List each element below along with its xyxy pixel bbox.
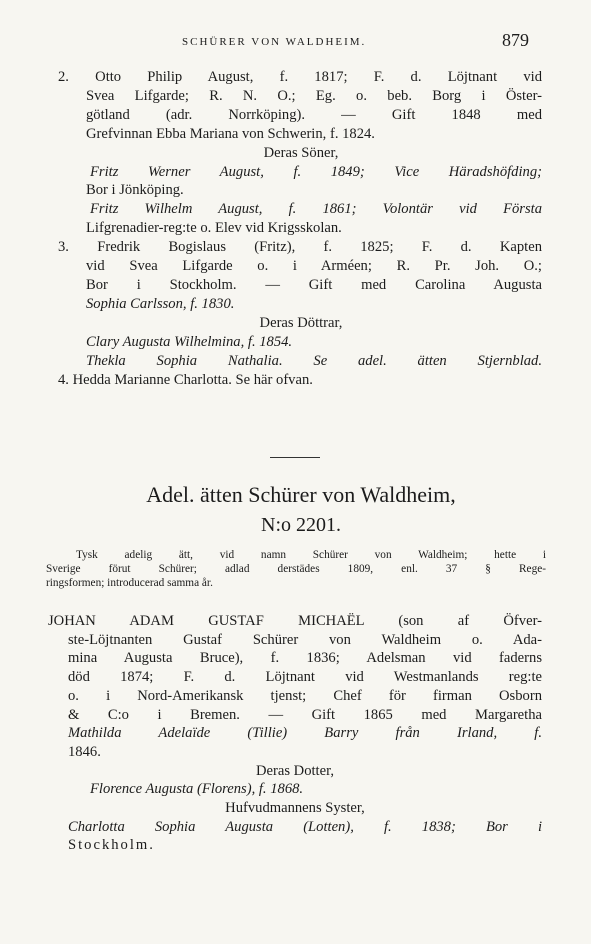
entries-block-1 — [60, 68, 542, 389]
text-line: & C:o i Bremen. — Gift 1865 med Margaretha — [68, 706, 542, 723]
text-line: död 1874; F. d. Löjtnant vid Westmanlands reg:te — [68, 669, 542, 686]
text-line: 3. Fredrik Bogislaus (Fritz), f. 1825; F. d. Kapten — [58, 239, 542, 256]
text-line: 1846. — [68, 743, 101, 760]
running-title: SCHÜRER VON WALDHEIM. — [182, 36, 367, 48]
section-caption: Deras Dotter, — [255, 762, 335, 779]
section-caption: Deras Döttrar, — [259, 314, 343, 331]
text-line: Bor i Jönköping. — [86, 182, 184, 199]
text-line: Sophia Carlsson, f. 1830. — [86, 295, 235, 312]
text-line: Stockholm. — [68, 837, 155, 854]
text-line: 4. Hedda Marianne Charlotta. Se här ofvan. — [58, 371, 313, 388]
family-title: Adel. ätten Schürer von Waldheim, — [146, 482, 456, 507]
text-line: mina Augusta Bruce), f. 1836; Adelsman vid faderns — [68, 650, 542, 667]
text-line: Svea Lifgarde; R. N. O.; Eg. o. beb. Borg i Öster- — [86, 87, 542, 104]
entries-block-2 — [48, 612, 542, 855]
section-caption: Hufvudmannens Syster, — [225, 800, 365, 817]
text-line: götland (adr. Norrköping). — Gift 1848 med — [86, 106, 542, 123]
text-line: 2. Otto Philip August, f. 1817; F. d. Löjtnant vid — [58, 69, 542, 85]
text-line: Fritz Werner August, f. 1849; Vice Häradshöfding; — [90, 163, 542, 180]
section-caption: Deras Söner, — [263, 144, 339, 161]
text-line: Clary Augusta Wilhelmina, f. 1854. — [86, 333, 293, 350]
text-line: JOHAN ADAM GUSTAF MICHAËL (son af Öfver- — [48, 613, 542, 629]
text-line: Thekla Sophia Nathalia. Se adel. ätten Stjernblad. — [86, 352, 542, 369]
text-line: Grefvinnan Ebba Mariana von Schwerin, f. 1824. — [86, 125, 375, 142]
text-line: Florence Augusta (Florens), f. 1868. — [90, 781, 304, 798]
text-line: ste-Löjtnanten Gustaf Schürer von Waldheim o. Ada- — [68, 631, 542, 648]
divider — [270, 457, 320, 458]
text-line: ringsformen; introducerad samma år. — [46, 577, 213, 590]
text-line: vid Svea Lifgarde o. i Arméen; R. Pr. Joh. O.; — [86, 258, 542, 275]
page-number: 879 — [502, 30, 529, 50]
text-line: Charlotta Sophia Augusta (Lotten), f. 1838; Bor i — [68, 818, 542, 835]
family-number: N:o 2201. — [261, 514, 341, 536]
page-header — [62, 30, 529, 54]
text-line: Fritz Wilhelm August, f. 1861; Volontär vid Första — [90, 201, 542, 218]
text-line: Lifgrenadier-reg:te o. Elev vid Krigsskolan. — [86, 220, 342, 237]
text-line: Sverige förut Schürer; adlad derstädes 1809, enl. 37 § Rege- — [46, 563, 546, 576]
text-line: o. i Nord-Amerikansk tjenst; Chef för firman Osborn — [68, 687, 542, 704]
family-intro — [46, 548, 546, 591]
text-line: Mathilda Adelaïde (Tillie) Barry från Irland, f. — [68, 725, 542, 742]
text-line: Bor i Stockholm. — Gift med Carolina Augusta — [86, 276, 542, 293]
text-line: Tysk adelig ätt, vid namn Schürer von Waldheim; hette i — [76, 549, 546, 561]
